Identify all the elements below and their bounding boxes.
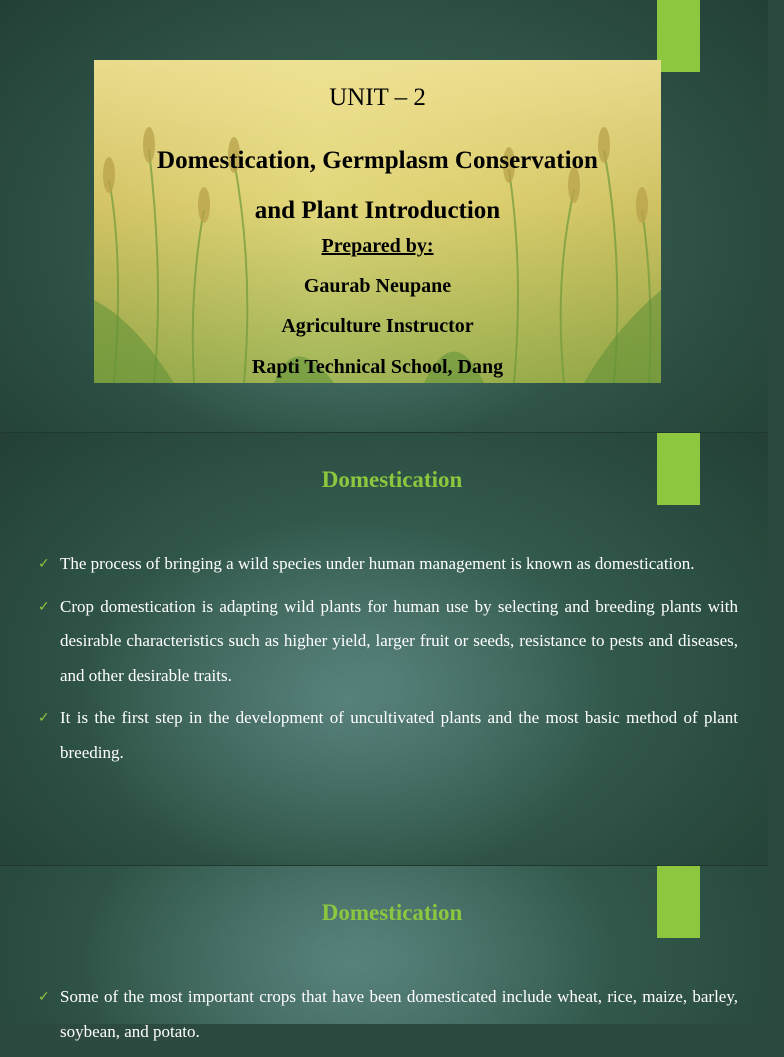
list-item (38, 590, 738, 694)
presentation-title (94, 136, 661, 236)
title-line-2: and Plant Introduction (254, 197, 501, 224)
checkmark-icon: ✓ (38, 598, 50, 615)
unit-label: UNIT – 2 (329, 84, 426, 111)
bullet-list (38, 547, 738, 778)
bullet-text: Crop domestication is adapting wild plants for human use by selecting and breeding plants with desirable characteristics such as higher yield, larger fruit or seeds, resistance to pests and diseases, and other desirable traits. (60, 596, 738, 685)
slide-1 (0, 0, 768, 432)
list-item (38, 980, 738, 1049)
cover-image (94, 60, 661, 383)
slide-3 (0, 866, 768, 1041)
list-item (38, 547, 738, 582)
bullet-list (38, 980, 738, 1057)
prepared-by-label: Prepared by: (321, 235, 434, 257)
checkmark-icon: ✓ (38, 989, 50, 1005)
author-role: Agriculture Instructor (281, 315, 474, 337)
checkmark-icon: ✓ (38, 710, 50, 726)
bullet-text: It is the first step in the development of uncultivated plants and the most basic method of plant breeding. (60, 708, 738, 762)
title-line-1: Domestication, Germplasm Conservation (157, 147, 598, 174)
list-item (38, 701, 738, 770)
slide-2 (0, 433, 768, 865)
bullet-text: The process of bringing a wild species under human management is known as domestication. (60, 554, 695, 573)
slide-heading: Domestication (321, 900, 463, 925)
slide-heading: Domestication (321, 467, 463, 492)
bullet-text: Some of the most important crops that have been domesticated include wheat, rice, maize, barley, soybean, and potato. (60, 987, 738, 1041)
checkmark-icon: ✓ (38, 556, 50, 572)
green-accent-tab (657, 0, 700, 72)
author-name: Gaurab Neupane (303, 275, 452, 297)
school-name: Rapti Technical School, Dang (251, 356, 504, 378)
